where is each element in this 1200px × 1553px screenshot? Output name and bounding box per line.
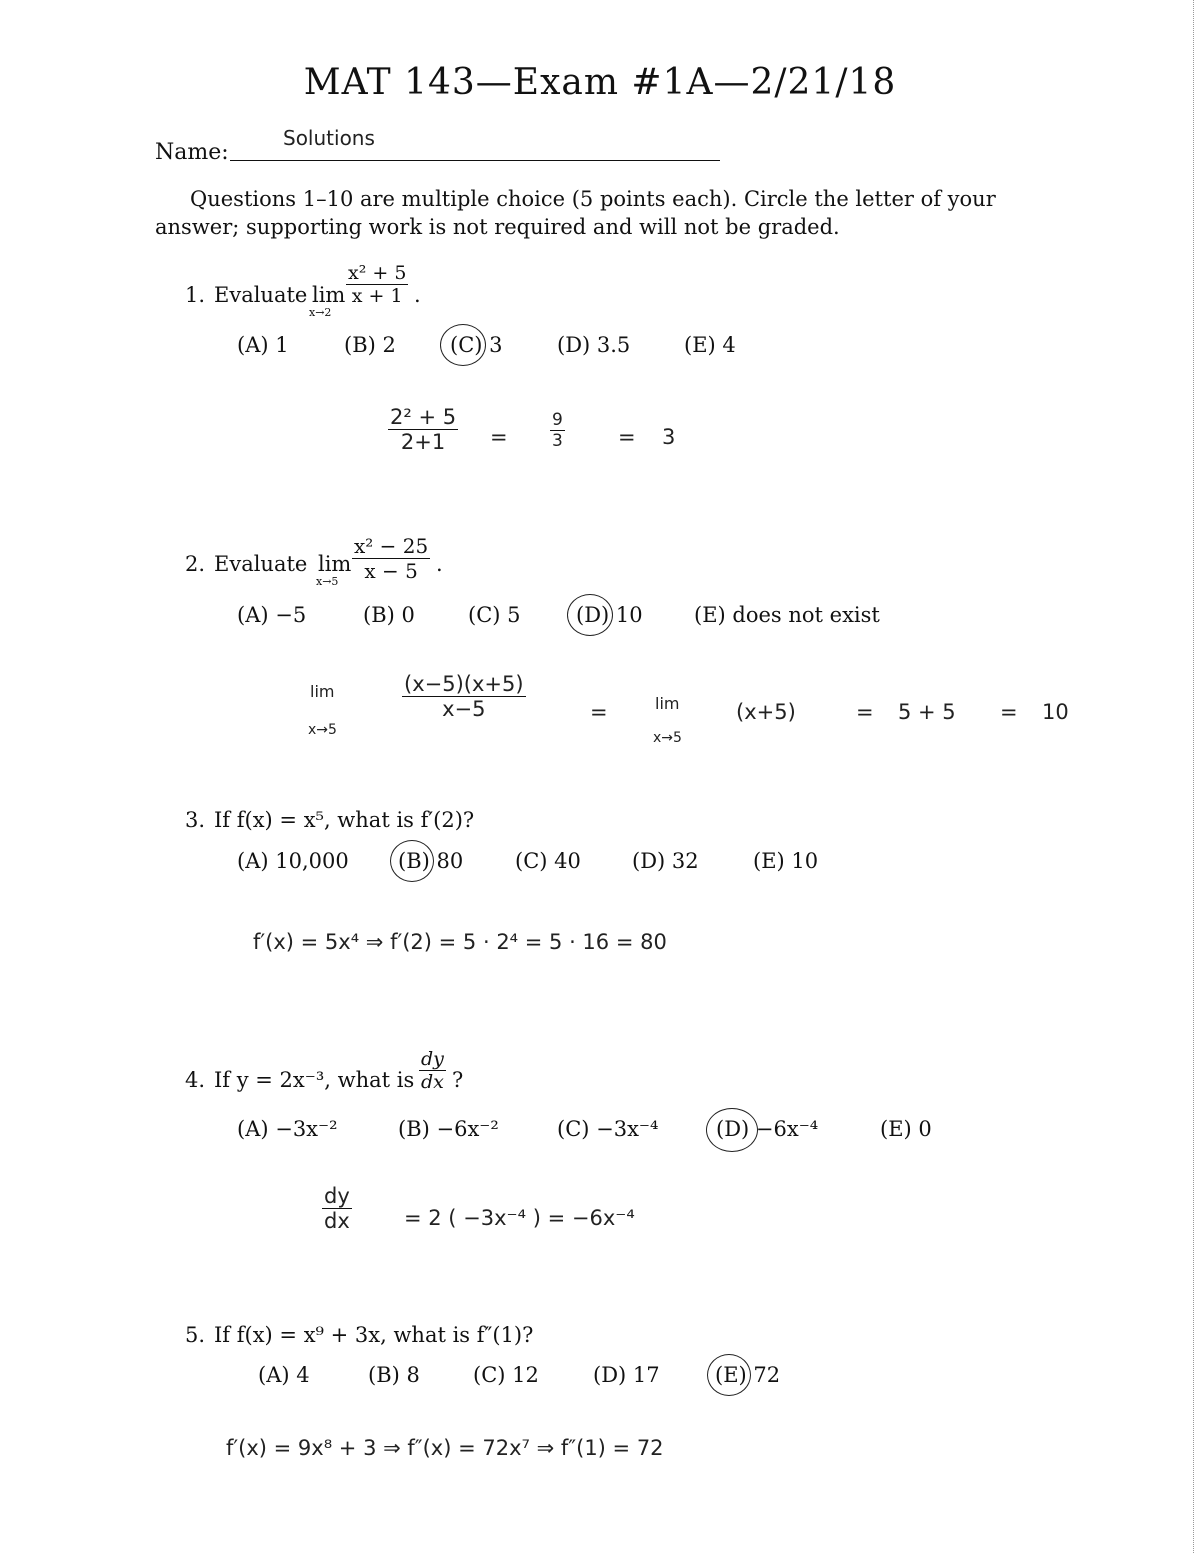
name-label: Name: — [155, 140, 229, 165]
q3-work: f′(x) = 5x⁴ ⇒ f′(2) = 5 · 2⁴ = 5 · 16 = 80 — [253, 930, 667, 954]
q4-choice-e[interactable]: (E) 0 — [880, 1117, 932, 1141]
q2-choice-e[interactable]: (E) does not exist — [694, 603, 880, 627]
q1-work-fraction: $\frac{\text{2² + 5}}{2+1}$ — [390, 405, 457, 454]
q4-choice-d[interactable]: (D) −6x⁻⁴ — [716, 1117, 819, 1141]
q1-choice-c[interactable]: (C) 3 — [450, 333, 503, 357]
q4-work-derivative: $\frac{dy}{dx}$ — [324, 1184, 350, 1233]
q1-number: 1. — [185, 283, 206, 307]
q1-prompt: Evaluate — [214, 283, 308, 307]
q2-number: 2. — [185, 552, 206, 576]
q2-choice-d[interactable]: (D) 10 — [576, 603, 643, 627]
q3-prompt: If f(x) = x⁵, what is f′(2)? — [214, 808, 475, 832]
name-line[interactable] — [230, 160, 720, 161]
q3-choice-b[interactable]: (B) 80 — [398, 849, 464, 873]
q2-work-result: 10 — [1042, 700, 1069, 724]
q4-choice-a[interactable]: (A) −3x⁻² — [237, 1117, 338, 1141]
q4-prompt: If y = 2x⁻³, what is — [214, 1068, 415, 1092]
q2-lim-sub: x→5 — [316, 575, 339, 588]
q1-work-fraction-2: $\frac{9}{3}$ — [552, 410, 563, 451]
q2-answer-circle — [567, 594, 613, 636]
q2-prompt: Evaluate — [214, 552, 308, 576]
q1-choice-b[interactable]: (B) 2 — [344, 333, 396, 357]
q5-choice-c[interactable]: (C) 12 — [473, 1363, 539, 1387]
q4-choice-b[interactable]: (B) −6x⁻² — [398, 1117, 499, 1141]
q5-answer-circle — [707, 1354, 751, 1396]
q5-choice-b[interactable]: (B) 8 — [368, 1363, 420, 1387]
q1-choice-e[interactable]: (E) 4 — [684, 333, 736, 357]
q4-answer-circle — [706, 1108, 758, 1152]
q1-lim-sub: x→2 — [309, 306, 332, 319]
q3-choice-d[interactable]: (D) 32 — [632, 849, 699, 873]
q1-choice-a[interactable]: (A) 1 — [237, 333, 289, 357]
q3-choice-c[interactable]: (C) 40 — [515, 849, 581, 873]
q4-work: = 2 ( −3x⁻⁴ ) = −6x⁻⁴ — [404, 1206, 635, 1230]
scan-edge — [1193, 0, 1196, 1553]
q5-number: 5. — [185, 1323, 206, 1347]
q1-numerator: x² + 5 — [348, 262, 407, 284]
q5-prompt: If f(x) = x⁹ + 3x, what is f″(1)? — [214, 1323, 534, 1347]
q5-choice-e[interactable]: (E) 72 — [715, 1363, 781, 1387]
q3-number: 3. — [185, 808, 206, 832]
q5-choice-a[interactable]: (A) 4 — [258, 1363, 310, 1387]
q3-choice-a[interactable]: (A) 10,000 — [237, 849, 349, 873]
q2-choice-b[interactable]: (B) 0 — [363, 603, 415, 627]
q3-choice-e[interactable]: (E) 10 — [753, 849, 819, 873]
exam-title: MAT 143—Exam #1A—2/21/18 — [303, 62, 897, 103]
exam-page: MAT 143—Exam #1A—2/21/18 Name: Solutions Questions 1–10 are multiple choice (5 points each). Circle the letter of your answer; supporting work is not required and will not be graded. 1. Evaluate lim x→2 $\frac{\text{x² + 5}}{x + 1}$ . (A) 1 (B) 2 (C) 3 (D) 3.5 (E) 4 $\frac{\text{2² + 5}}{2+1}$ = $\frac{9}{3}$ = 3 2. Evaluate lim x→5 $\frac{\text{x² − 25}}{x - 5}$ . (A) −5 (B) 0 (C) 5 (D) 10 (E) does not exist lim x→5 $\frac{(x-5)(x+5)}{x-5}$ = lim x→5 (x+5) = 5 + 5 = 10 3. If f(x) = x⁵, what is f′(2)? (A) 10,000 (B) 80 (C) 40 (D) 32 (E) 10 f′(x) = 5x⁴ ⇒ f′(2) = 5 · 2⁴ = 5 · 16 = 80 4. If y = 2x⁻³, what is $\frac{dy}{dx}$ ? (A) −3x⁻² (B) −6x⁻² (C) −3x⁻⁴ (D) −6x⁻⁴ (E) 0 $\frac{dy}{dx}$ = 2 ( −3x⁻⁴ ) = −6x⁻⁴ 5. If f(x) = x⁹ + 3x, what is f″(1)? (A) 4 (B) 8 (C) 12 (D) 17 (E) 72 f′(x) = 9x⁸ + 3 ⇒ f″(x) = 72x⁷ ⇒ f″(1) = 72 — [0, 0, 1200, 1553]
q3-answer-circle — [390, 840, 434, 882]
q4-number: 4. — [185, 1068, 206, 1092]
q2-numerator: x² − 25 — [354, 534, 429, 558]
q1-lim: lim — [312, 283, 346, 307]
q4-choice-c[interactable]: (C) −3x⁻⁴ — [557, 1117, 659, 1141]
q2-fraction — [352, 534, 430, 583]
q1-work-result: 3 — [662, 425, 676, 449]
q1-answer-circle — [440, 324, 486, 366]
q5-choice-d[interactable]: (D) 17 — [593, 1363, 660, 1387]
q1-denominator: x + 1 — [351, 285, 403, 307]
q1-fraction — [346, 262, 408, 307]
q2-choice-c[interactable]: (C) 5 — [468, 603, 521, 627]
q5-work: f′(x) = 9x⁸ + 3 ⇒ f″(x) = 72x⁷ ⇒ f″(1) = 72 — [226, 1436, 664, 1460]
q4-derivative: $\frac{dy}{dx}$ — [421, 1048, 444, 1093]
q2-denominator: x − 5 — [364, 559, 418, 583]
instructions: Questions 1–10 are multiple choice (5 points each). Circle the letter of your answer; supporting work is not required and will not be graded. — [155, 187, 996, 239]
q2-lim: lim — [318, 552, 352, 576]
name-value: Solutions — [283, 126, 375, 150]
q2-work-fraction: $\frac{(x-5)(x+5)}{x-5}$ — [404, 672, 524, 721]
q1-choice-d[interactable]: (D) 3.5 — [557, 333, 631, 357]
q2-choice-a[interactable]: (A) −5 — [237, 603, 307, 627]
